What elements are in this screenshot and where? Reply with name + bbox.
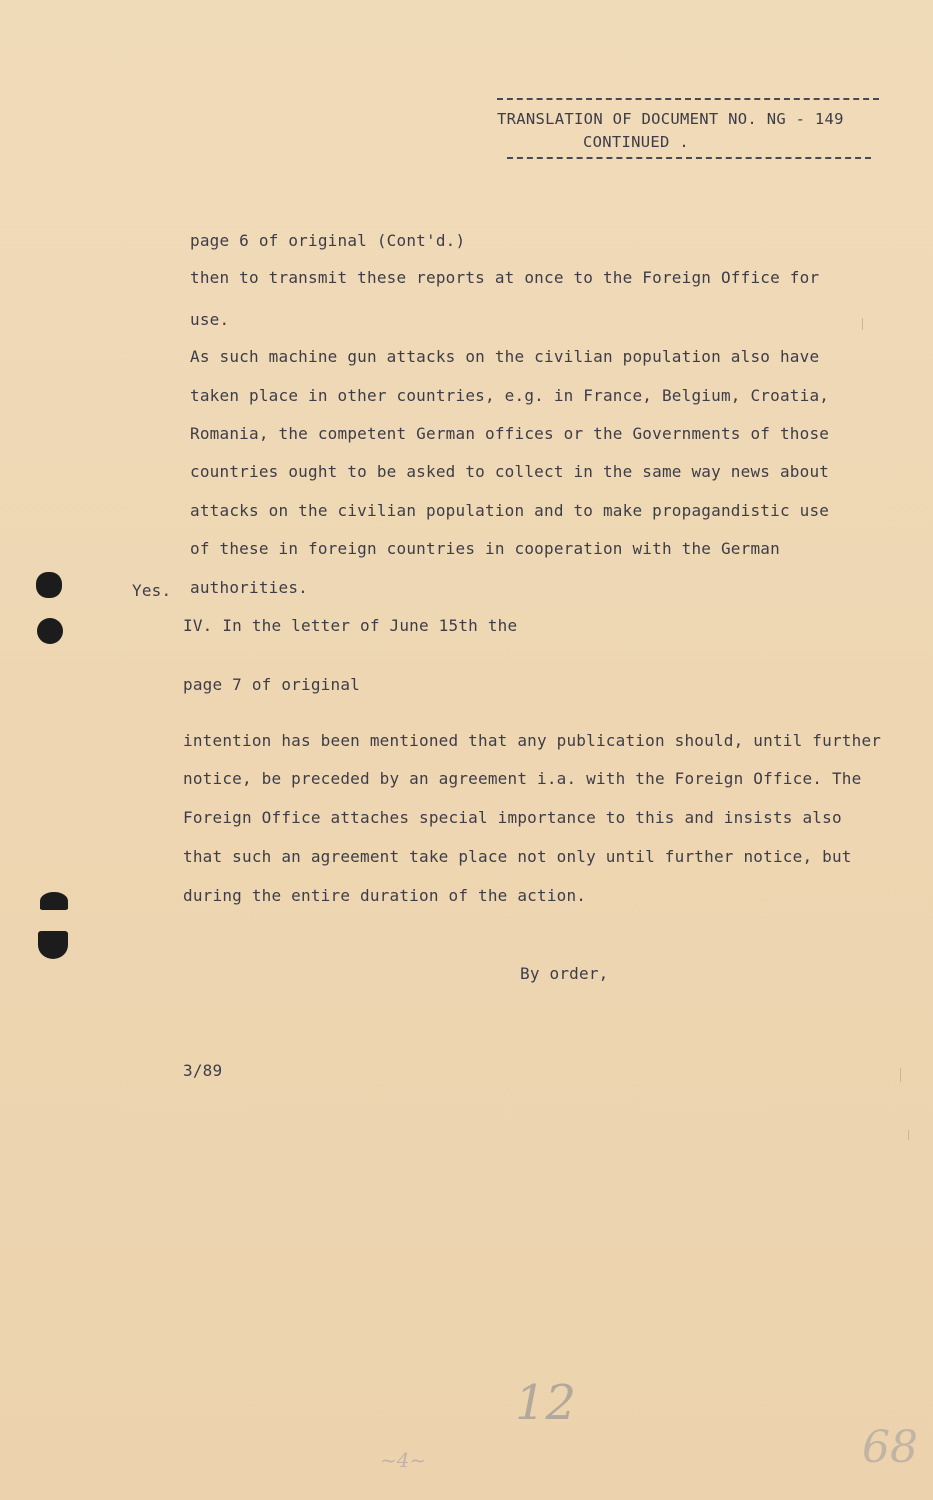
- handwritten-scribble: ~4~: [380, 1448, 427, 1472]
- page-6-label: page 6 of original (Cont'd.): [190, 231, 466, 250]
- header-title: TRANSLATION OF DOCUMENT NO. NG - 149: [497, 110, 844, 128]
- body-line: intention has been mentioned that any publication should, until further: [183, 731, 882, 750]
- handwritten-page-number: 68: [862, 1422, 918, 1473]
- body-line: then to transmit these reports at once to the Foreign Office for: [190, 268, 820, 287]
- margin-note: Yes.: [132, 581, 172, 600]
- body-line: of these in foreign countries in cooperation with the German: [190, 539, 780, 558]
- paper-mark: [900, 1068, 901, 1082]
- header-rule-top: [497, 98, 879, 100]
- punch-hole: [37, 618, 63, 644]
- page-7-label: page 7 of original: [183, 675, 360, 694]
- header-rule-bottom: [507, 157, 871, 159]
- section-iv-line: IV. In the letter of June 15th the: [183, 616, 518, 635]
- handwritten-number: 12: [515, 1375, 577, 1431]
- punch-hole: [36, 572, 62, 598]
- body-line: Foreign Office attaches special importance to this and insists also: [183, 808, 842, 827]
- body-line: taken place in other countries, e.g. in France, Belgium, Croatia,: [190, 386, 830, 405]
- body-line: use.: [190, 310, 230, 329]
- body-line: attacks on the civilian population and to make propagandistic use: [190, 501, 830, 520]
- body-line: Romania, the competent German offices or the Governments of those: [190, 424, 830, 443]
- body-line: during the entire duration of the action.: [183, 886, 587, 905]
- paper-mark: [908, 1130, 909, 1140]
- body-line: As such machine gun attacks on the civilian population also have: [190, 347, 820, 366]
- body-line: authorities.: [190, 578, 308, 597]
- body-line: that such an agreement take place not only until further notice, but: [183, 847, 852, 866]
- punch-hole: [40, 892, 68, 910]
- body-line: countries ought to be asked to collect in the same way news about: [190, 462, 830, 481]
- file-reference: 3/89: [183, 1061, 223, 1080]
- paper-mark: [862, 318, 863, 330]
- body-line: notice, be preceded by an agreement i.a. with the Foreign Office. The: [183, 769, 862, 788]
- closing-by-order: By order,: [520, 964, 609, 983]
- punch-hole: [38, 931, 68, 959]
- header-continued: CONTINUED .: [583, 133, 689, 151]
